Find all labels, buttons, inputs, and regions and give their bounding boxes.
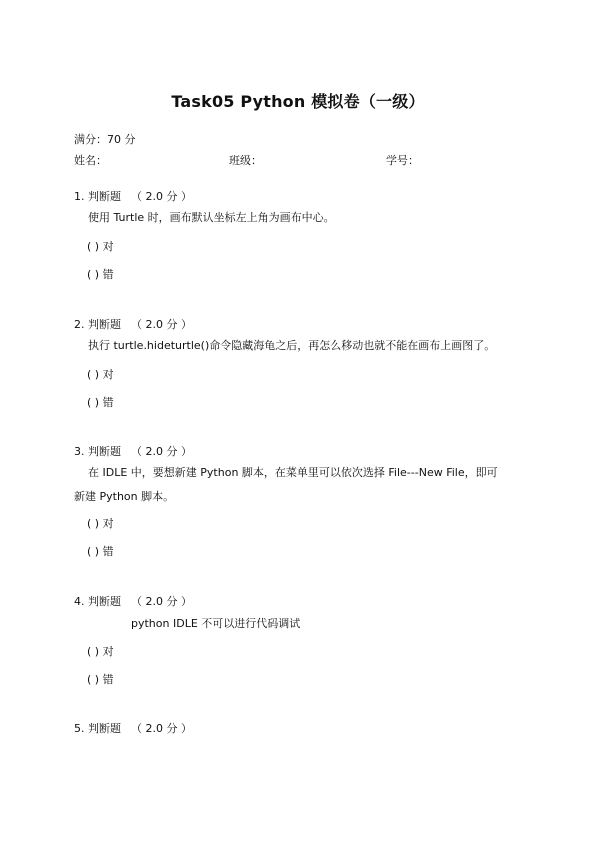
question-3-score: （ 2.0 分 ） [131,445,192,458]
question-5-number: 5. 判断题 [74,722,121,735]
question-2-text: 执行 turtle.hideturtle()命令隐藏海龟之后，再怎么移动也就不能在画布上画图了。 [88,339,496,352]
question-4-score: （ 2.0 分 ） [131,595,192,608]
student-id-label: 学号： [386,154,419,167]
class-label: 班级： [229,154,262,167]
question-3-option-false[interactable]: ( ) 错 [87,545,114,558]
full-score: 满分：70 分 [74,133,136,146]
name-label: 姓名： [74,154,107,167]
question-4-option-true[interactable]: ( ) 对 [87,645,114,658]
question-1-number: 1. 判断题 [74,190,121,203]
student-info-row [74,154,534,170]
question-4-text: python IDLE 不可以进行代码调试 [131,617,301,630]
question-5-header [74,722,192,736]
question-1-text: 使用 Turtle 时，画布默认坐标左上角为画布中心。 [88,211,335,224]
question-3-header [74,445,192,459]
question-2-number: 2. 判断题 [74,318,121,331]
exam-title: Task05 Python 模拟卷（一级） [171,92,425,111]
question-4-header [74,595,192,609]
question-1-header [74,190,192,204]
question-4-number: 4. 判断题 [74,595,121,608]
question-3-text: 在 IDLE 中，要想新建 Python 脚本，在菜单里可以依次选择 File---New File，即可 [88,466,498,479]
question-2-option-true[interactable]: ( ) 对 [87,368,114,381]
question-1-option-true[interactable]: ( ) 对 [87,240,114,253]
question-1-option-false[interactable]: ( ) 错 [87,268,114,281]
question-1-score: （ 2.0 分 ） [131,190,192,203]
question-2-option-false[interactable]: ( ) 错 [87,396,114,409]
question-2-score: （ 2.0 分 ） [131,318,192,331]
question-4-option-false[interactable]: ( ) 错 [87,673,114,686]
question-5-score: （ 2.0 分 ） [131,722,192,735]
question-3-option-true[interactable]: ( ) 对 [87,517,114,530]
question-2-header [74,318,192,332]
question-3-number: 3. 判断题 [74,445,121,458]
question-3-text-continued: 新建 Python 脚本。 [74,490,175,503]
